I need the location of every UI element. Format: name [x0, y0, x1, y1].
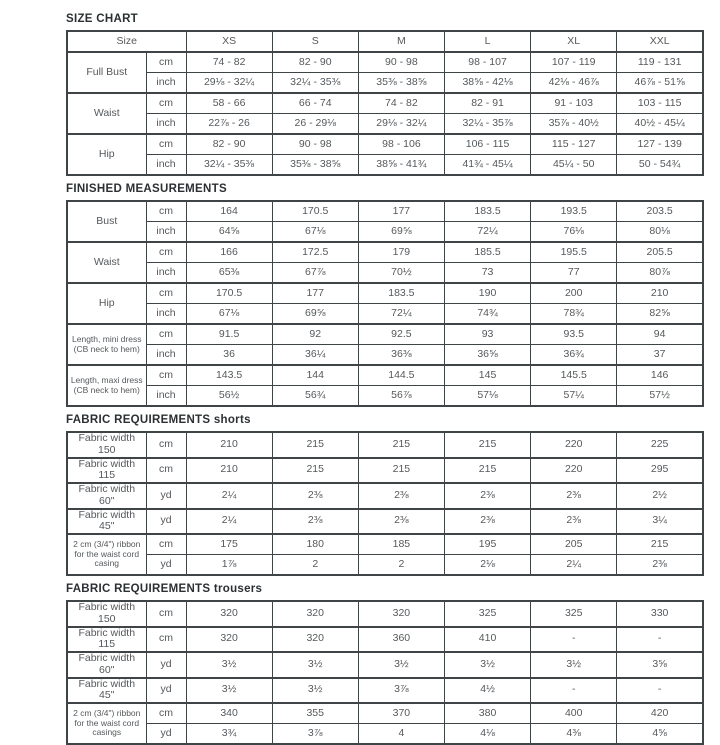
- value-cell: 46⅞ - 51⅝: [617, 73, 703, 94]
- value-cell: 90 - 98: [358, 52, 444, 73]
- table-row: [67, 134, 703, 155]
- value-cell: 2½: [617, 483, 703, 509]
- value-cell: 2: [272, 555, 358, 576]
- value-cell: 330: [617, 601, 703, 627]
- value-cell: 98 - 107: [444, 52, 530, 73]
- value-cell: 70½: [358, 263, 444, 284]
- value-cell: 2¼: [186, 483, 272, 509]
- value-cell: 146: [617, 365, 703, 386]
- value-cell: 200: [531, 283, 617, 304]
- unit-cell: inch: [146, 222, 186, 243]
- value-cell: 2⅜: [444, 483, 530, 509]
- value-cell: 215: [617, 534, 703, 555]
- value-cell: 210: [617, 283, 703, 304]
- table-row: [67, 242, 703, 263]
- unit-cell: inch: [146, 114, 186, 135]
- row-label-line: Hip: [98, 296, 115, 309]
- row-label-line: Fabric width 60": [78, 652, 136, 676]
- value-cell: 3½: [272, 652, 358, 678]
- row-label-line: 2 cm (3/4") ribbon: [73, 539, 141, 550]
- value-cell: 410: [444, 627, 530, 653]
- unit-cell: cm: [146, 324, 186, 345]
- row-label: [67, 242, 146, 283]
- value-cell: 29⅛ - 32¼: [186, 73, 272, 94]
- size-header-row: [67, 31, 703, 52]
- value-cell: 69⅝: [272, 304, 358, 325]
- value-cell: 2⅜: [531, 509, 617, 535]
- row-label-line: Waist: [93, 106, 120, 119]
- unit-cell: inch: [146, 386, 186, 407]
- table-row: [67, 222, 703, 243]
- table-row: [67, 93, 703, 114]
- row-label-line: for the waist cord: [74, 717, 140, 728]
- table-row: [67, 386, 703, 407]
- header-size-xs: XS: [186, 31, 272, 52]
- section-title: SIZE CHART: [66, 13, 138, 25]
- row-label-line: Fabric width 115: [78, 626, 136, 651]
- value-cell: 170.5: [272, 201, 358, 222]
- value-cell: 4⅝: [617, 724, 703, 745]
- table-row: [67, 432, 703, 458]
- value-cell: 3¼: [617, 509, 703, 535]
- value-cell: 220: [531, 432, 617, 458]
- row-label-line: Length, maxi dress: [70, 374, 143, 385]
- value-cell: 50 - 54¾: [617, 155, 703, 176]
- value-cell: 166: [186, 242, 272, 263]
- value-cell: 4½: [444, 678, 530, 704]
- value-cell: 92: [272, 324, 358, 345]
- value-cell: 74 - 82: [358, 93, 444, 114]
- unit-cell: cm: [146, 627, 186, 653]
- row-label-line: Length, mini dress: [72, 333, 142, 344]
- value-cell: 205.5: [617, 242, 703, 263]
- value-cell: 3½: [531, 652, 617, 678]
- value-cell: 210: [186, 432, 272, 458]
- header-size-s: S: [272, 31, 358, 52]
- value-cell: 215: [444, 458, 530, 484]
- unit-cell: yd: [146, 509, 186, 535]
- table-row: [67, 155, 703, 176]
- value-cell: 38⅝ - 41¾: [358, 155, 444, 176]
- row-label-line: for the waist cord: [74, 548, 140, 559]
- value-cell: 175: [186, 534, 272, 555]
- value-cell: 94: [617, 324, 703, 345]
- unit-cell: inch: [146, 304, 186, 325]
- row-label: [67, 458, 146, 484]
- row-label-line: casings: [92, 727, 122, 738]
- unit-cell: inch: [146, 73, 186, 94]
- table-row: [67, 345, 703, 366]
- value-cell: 320: [272, 601, 358, 627]
- value-cell: 115 - 127: [531, 134, 617, 155]
- row-label: [67, 627, 146, 653]
- header-size-l: L: [444, 31, 530, 52]
- value-cell: 80⅞: [617, 263, 703, 284]
- value-cell: 190: [444, 283, 530, 304]
- unit-cell: cm: [146, 534, 186, 555]
- value-cell: 215: [444, 432, 530, 458]
- value-cell: 144: [272, 365, 358, 386]
- value-cell: 1⅞: [186, 555, 272, 576]
- value-cell: 215: [358, 432, 444, 458]
- size-chart-document: [66, 13, 704, 745]
- value-cell: 203.5: [617, 201, 703, 222]
- table-row: [67, 201, 703, 222]
- value-cell: 2⅜: [272, 509, 358, 535]
- header-size-m: M: [358, 31, 444, 52]
- value-cell: 57¼: [531, 386, 617, 407]
- header-size-xxl: XXL: [617, 31, 703, 52]
- value-cell: 360: [358, 627, 444, 653]
- fabric-requirements-shorts-table: [66, 431, 704, 576]
- table-row: [67, 114, 703, 135]
- table-row: [67, 724, 703, 745]
- table-row: [67, 652, 703, 678]
- unit-cell: inch: [146, 263, 186, 284]
- value-cell: 57½: [617, 386, 703, 407]
- table-row: [67, 509, 703, 535]
- value-cell: 66 - 74: [272, 93, 358, 114]
- value-cell: 37: [617, 345, 703, 366]
- section-title: FABRIC REQUIREMENTS shorts: [66, 414, 251, 426]
- section-title: FINISHED MEASUREMENTS: [66, 183, 227, 195]
- row-label-line: Fabric width 150: [78, 601, 136, 625]
- unit-cell: cm: [146, 365, 186, 386]
- unit-cell: cm: [146, 52, 186, 73]
- unit-cell: cm: [146, 201, 186, 222]
- row-label-line: Fabric width 45": [78, 508, 136, 533]
- value-cell: 32¼ - 35⅜: [186, 155, 272, 176]
- value-cell: 36¾: [531, 345, 617, 366]
- table-row: [67, 534, 703, 555]
- value-cell: 38⅝ - 42⅛: [444, 73, 530, 94]
- value-cell: 35⅜ - 38⅝: [358, 73, 444, 94]
- value-cell: 185.5: [444, 242, 530, 263]
- value-cell: 3⅝: [617, 652, 703, 678]
- table-row: [67, 627, 703, 653]
- value-cell: 2¼: [531, 555, 617, 576]
- header-size-label: Size: [67, 31, 186, 52]
- value-cell: 210: [186, 458, 272, 484]
- value-cell: 340: [186, 703, 272, 724]
- value-cell: 225: [617, 432, 703, 458]
- value-cell: 4⅜: [531, 724, 617, 745]
- row-label: [67, 678, 146, 704]
- table-row: [67, 52, 703, 73]
- value-cell: 164: [186, 201, 272, 222]
- value-cell: 370: [358, 703, 444, 724]
- value-cell: 325: [531, 601, 617, 627]
- value-cell: 82 - 91: [444, 93, 530, 114]
- value-cell: 180: [272, 534, 358, 555]
- row-label: [67, 534, 146, 575]
- value-cell: 420: [617, 703, 703, 724]
- value-cell: 183.5: [358, 283, 444, 304]
- section-title: FABRIC REQUIREMENTS trousers: [66, 583, 263, 595]
- value-cell: 35⅞ - 40½: [531, 114, 617, 135]
- unit-cell: cm: [146, 703, 186, 724]
- row-label-line: 2 cm (3/4") ribbon: [73, 708, 141, 719]
- value-cell: 82 - 90: [272, 52, 358, 73]
- row-label-line: (CB neck to hem): [73, 343, 140, 354]
- value-cell: 91 - 103: [531, 93, 617, 114]
- value-cell: 36¼: [272, 345, 358, 366]
- value-cell: 2⅜: [272, 483, 358, 509]
- unit-cell: yd: [146, 678, 186, 704]
- value-cell: 32¼ - 35⅞: [444, 114, 530, 135]
- size-chart-table: [66, 30, 704, 176]
- value-cell: 106 - 115: [444, 134, 530, 155]
- value-cell: 193.5: [531, 201, 617, 222]
- unit-cell: cm: [146, 242, 186, 263]
- row-label: [67, 201, 146, 242]
- value-cell: 2⅜: [617, 555, 703, 576]
- value-cell: 77: [531, 263, 617, 284]
- value-cell: 185: [358, 534, 444, 555]
- value-cell: 74¾: [444, 304, 530, 325]
- row-label-line: Fabric width 60": [78, 483, 136, 507]
- value-cell: 172.5: [272, 242, 358, 263]
- row-label: [67, 324, 146, 365]
- value-cell: 3¾: [186, 724, 272, 745]
- value-cell: 179: [358, 242, 444, 263]
- value-cell: 91.5: [186, 324, 272, 345]
- row-label: [67, 93, 146, 134]
- value-cell: 145.5: [531, 365, 617, 386]
- value-cell: -: [531, 627, 617, 653]
- value-cell: 2⅜: [531, 483, 617, 509]
- value-cell: 67⅛: [186, 304, 272, 325]
- value-cell: 2⅜: [358, 483, 444, 509]
- value-cell: -: [617, 627, 703, 653]
- value-cell: 205: [531, 534, 617, 555]
- value-cell: 215: [358, 458, 444, 484]
- value-cell: 73: [444, 263, 530, 284]
- row-label-line: Fabric width 45": [78, 677, 136, 702]
- row-label: [67, 601, 146, 627]
- value-cell: 3⅞: [272, 724, 358, 745]
- value-cell: 320: [272, 627, 358, 653]
- value-cell: 3½: [186, 652, 272, 678]
- value-cell: 93: [444, 324, 530, 345]
- value-cell: 78¾: [531, 304, 617, 325]
- value-cell: 355: [272, 703, 358, 724]
- fabric-requirements-trousers-table: [66, 600, 704, 745]
- value-cell: 170.5: [186, 283, 272, 304]
- value-cell: 195: [444, 534, 530, 555]
- unit-cell: yd: [146, 724, 186, 745]
- value-cell: 2⅛: [444, 555, 530, 576]
- value-cell: 195.5: [531, 242, 617, 263]
- value-cell: -: [617, 678, 703, 704]
- value-cell: 35⅜ - 38⅝: [272, 155, 358, 176]
- table-row: [67, 678, 703, 704]
- value-cell: 36⅝: [444, 345, 530, 366]
- row-label: [67, 134, 146, 175]
- row-label-line: casing: [94, 558, 120, 569]
- row-label-line: Full Bust: [86, 65, 128, 78]
- row-label-line: Fabric width 115: [78, 457, 136, 482]
- value-cell: 67⅞: [272, 263, 358, 284]
- value-cell: 119 - 131: [617, 52, 703, 73]
- value-cell: 56¾: [272, 386, 358, 407]
- value-cell: 74 - 82: [186, 52, 272, 73]
- unit-cell: yd: [146, 555, 186, 576]
- value-cell: 177: [358, 201, 444, 222]
- value-cell: 4: [358, 724, 444, 745]
- value-cell: 98 - 106: [358, 134, 444, 155]
- unit-cell: cm: [146, 93, 186, 114]
- value-cell: 143.5: [186, 365, 272, 386]
- value-cell: 320: [186, 601, 272, 627]
- row-label-line: Waist: [93, 255, 120, 268]
- value-cell: 76⅛: [531, 222, 617, 243]
- value-cell: 295: [617, 458, 703, 484]
- header-size-xl: XL: [531, 31, 617, 52]
- value-cell: 2⅜: [358, 509, 444, 535]
- value-cell: 127 - 139: [617, 134, 703, 155]
- table-row: [67, 601, 703, 627]
- unit-cell: cm: [146, 601, 186, 627]
- value-cell: 32¼ - 35⅜: [272, 73, 358, 94]
- row-label: [67, 509, 146, 535]
- value-cell: 67⅛: [272, 222, 358, 243]
- value-cell: 90 - 98: [272, 134, 358, 155]
- value-cell: 177: [272, 283, 358, 304]
- unit-cell: inch: [146, 155, 186, 176]
- table-row: [67, 283, 703, 304]
- unit-cell: yd: [146, 652, 186, 678]
- value-cell: 145: [444, 365, 530, 386]
- value-cell: 107 - 119: [531, 52, 617, 73]
- value-cell: 103 - 115: [617, 93, 703, 114]
- unit-cell: yd: [146, 483, 186, 509]
- unit-cell: cm: [146, 134, 186, 155]
- finished-measurements-table: [66, 200, 704, 407]
- value-cell: 36: [186, 345, 272, 366]
- value-cell: 144.5: [358, 365, 444, 386]
- table-row: [67, 555, 703, 576]
- table-row: [67, 263, 703, 284]
- value-cell: 26 - 29⅛: [272, 114, 358, 135]
- value-cell: 4⅛: [444, 724, 530, 745]
- value-cell: 42⅛ - 46⅞: [531, 73, 617, 94]
- value-cell: 41¾ - 45¼: [444, 155, 530, 176]
- table-row: [67, 703, 703, 724]
- value-cell: 220: [531, 458, 617, 484]
- row-label-line: Fabric width 150: [78, 432, 136, 456]
- value-cell: 215: [272, 458, 358, 484]
- value-cell: 72¼: [444, 222, 530, 243]
- row-label-line: (CB neck to hem): [73, 384, 140, 395]
- table-row: [67, 483, 703, 509]
- row-label: [67, 283, 146, 324]
- value-cell: 29⅛ - 32¼: [358, 114, 444, 135]
- row-label-line: Bust: [96, 214, 118, 227]
- value-cell: 3½: [272, 678, 358, 704]
- value-cell: 2: [358, 555, 444, 576]
- value-cell: 72¼: [358, 304, 444, 325]
- value-cell: 93.5: [531, 324, 617, 345]
- row-label: [67, 703, 146, 744]
- value-cell: 36⅜: [358, 345, 444, 366]
- value-cell: 65⅜: [186, 263, 272, 284]
- value-cell: 215: [272, 432, 358, 458]
- unit-cell: inch: [146, 345, 186, 366]
- row-label: [67, 432, 146, 458]
- table-row: [67, 458, 703, 484]
- row-label: [67, 483, 146, 509]
- value-cell: 82⅝: [617, 304, 703, 325]
- unit-cell: cm: [146, 458, 186, 484]
- value-cell: 320: [186, 627, 272, 653]
- value-cell: 92.5: [358, 324, 444, 345]
- value-cell: 2⅜: [444, 509, 530, 535]
- value-cell: 183.5: [444, 201, 530, 222]
- unit-cell: cm: [146, 283, 186, 304]
- row-label: [67, 365, 146, 406]
- value-cell: 3½: [358, 652, 444, 678]
- value-cell: 380: [444, 703, 530, 724]
- row-label: [67, 52, 146, 93]
- value-cell: 56½: [186, 386, 272, 407]
- value-cell: 3½: [444, 652, 530, 678]
- table-row: [67, 365, 703, 386]
- value-cell: 82 - 90: [186, 134, 272, 155]
- value-cell: 80⅛: [617, 222, 703, 243]
- value-cell: 2¼: [186, 509, 272, 535]
- value-cell: 325: [444, 601, 530, 627]
- value-cell: 40½ - 45¼: [617, 114, 703, 135]
- value-cell: 58 - 66: [186, 93, 272, 114]
- value-cell: 69⅝: [358, 222, 444, 243]
- row-label-line: Hip: [98, 147, 115, 160]
- value-cell: 320: [358, 601, 444, 627]
- value-cell: 64⅝: [186, 222, 272, 243]
- row-label: [67, 652, 146, 678]
- value-cell: 400: [531, 703, 617, 724]
- table-row: [67, 304, 703, 325]
- value-cell: 45¼ - 50: [531, 155, 617, 176]
- value-cell: 3½: [186, 678, 272, 704]
- value-cell: 22⅞ - 26: [186, 114, 272, 135]
- value-cell: -: [531, 678, 617, 704]
- value-cell: 57⅛: [444, 386, 530, 407]
- table-row: [67, 324, 703, 345]
- value-cell: 3⅞: [358, 678, 444, 704]
- value-cell: 56⅞: [358, 386, 444, 407]
- unit-cell: cm: [146, 432, 186, 458]
- table-row: [67, 73, 703, 94]
